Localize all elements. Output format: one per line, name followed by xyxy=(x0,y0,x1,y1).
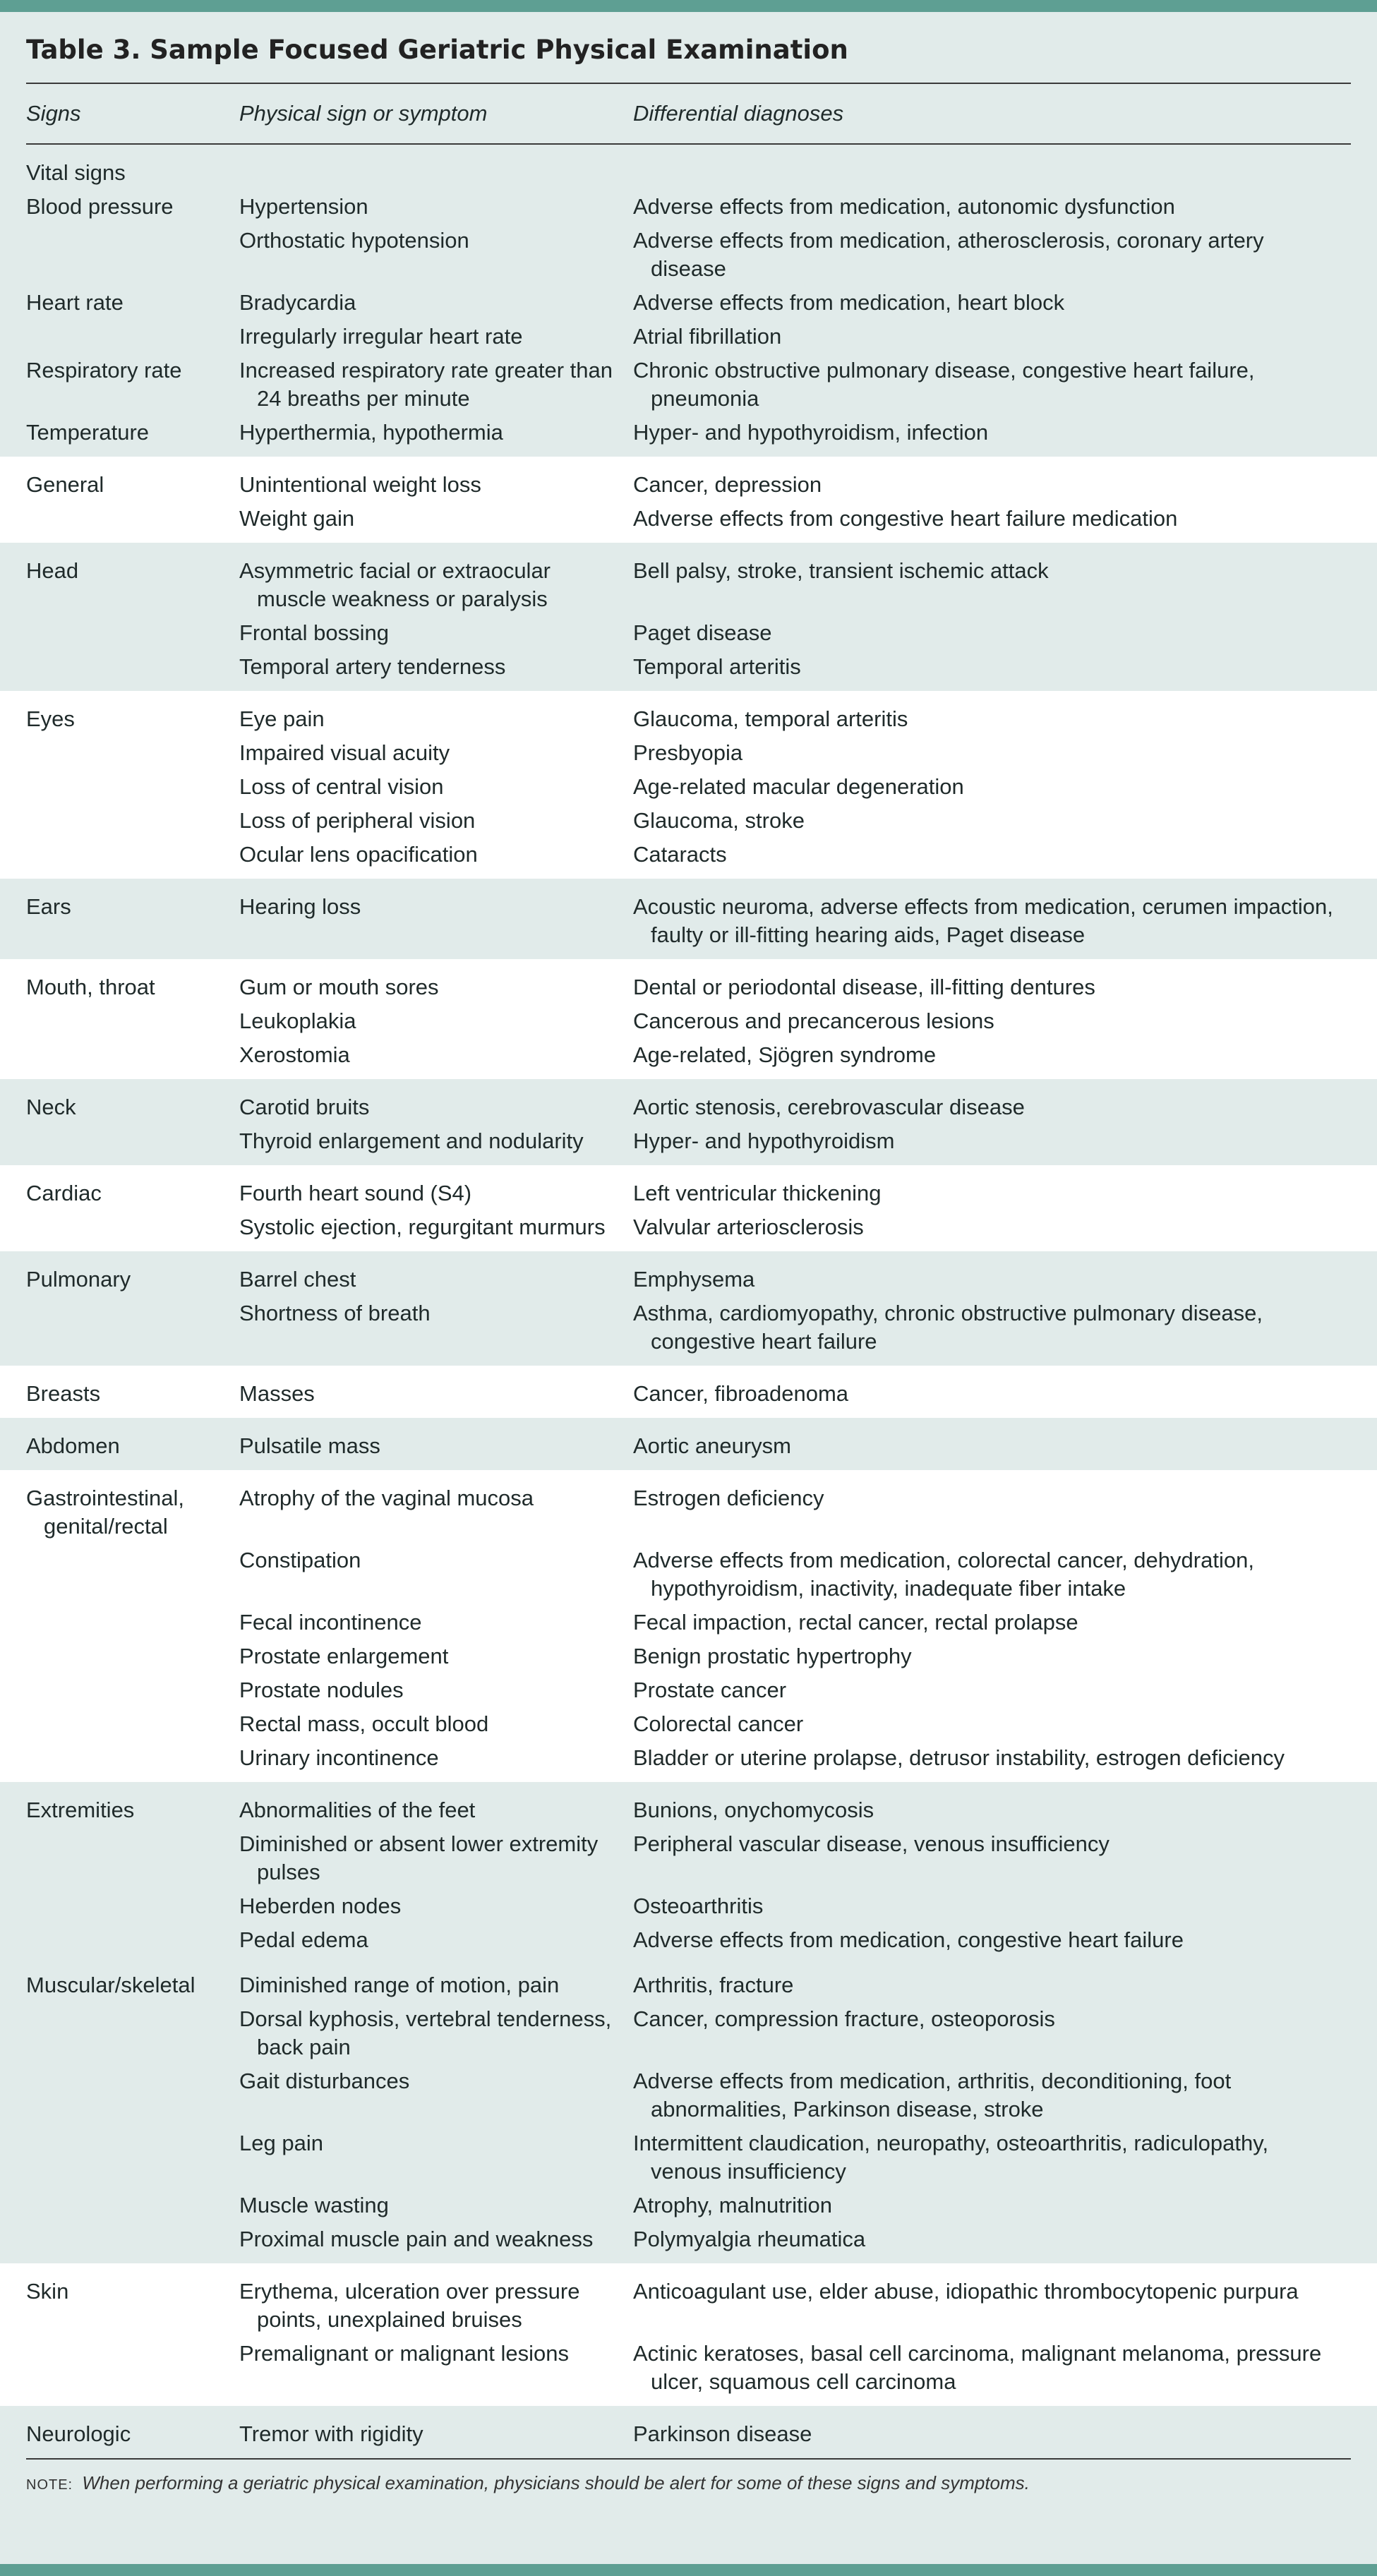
cell-diagnoses: Arthritis, fracture xyxy=(633,1973,794,1997)
cell-sign: Neurologic xyxy=(26,2421,131,2446)
cell-diagnoses: Polymyalgia rheumatica xyxy=(633,2227,866,2251)
table-row xyxy=(26,320,1351,354)
cell-symptom: Impaired visual acuity xyxy=(239,740,450,765)
table-row xyxy=(26,1038,1351,1072)
cell-symptom: Bradycardia xyxy=(239,290,356,315)
cell-symptom: Proximal muscle pain and weakness xyxy=(239,2227,594,2251)
cell-sign xyxy=(26,227,239,283)
cell-diagnoses: Aortic stenosis, cerebrovascular disease xyxy=(633,1095,1025,1119)
cell-diagnoses: Age-related, Sjögren syndrome xyxy=(633,1042,937,1067)
table-row xyxy=(26,2222,1351,2256)
cell-diagnoses: Anticoagulant use, elder abuse, idiopathic thrombocytopenic purpura xyxy=(633,2279,1299,2304)
cell-diagnoses: Temporal arteritis xyxy=(633,654,801,679)
cell-diagnoses: Cancer, fibroadenoma xyxy=(633,1381,849,1406)
note-label: NOTE: xyxy=(26,2477,73,2493)
cell-symptom: Gum or mouth sores xyxy=(239,975,439,999)
cell-sign xyxy=(26,1299,239,1356)
table-row xyxy=(26,804,1351,838)
table-row xyxy=(26,156,1351,190)
cell-diagnoses: Glaucoma, temporal arteritis xyxy=(633,706,908,731)
top-accent-bar xyxy=(0,0,1377,12)
table-row xyxy=(26,1639,1351,1673)
table-row xyxy=(26,1543,1351,1606)
cell-sign xyxy=(26,1127,239,1155)
cell-diagnoses xyxy=(633,159,1351,187)
table-row xyxy=(26,736,1351,770)
cell-symptom: Unintentional weight loss xyxy=(239,472,481,497)
cell-sign xyxy=(26,1007,239,1035)
cell-diagnoses: Adverse effects from medication, autonomic dysfunction xyxy=(633,194,1175,219)
table-row xyxy=(26,554,1351,616)
cell-sign: Neck xyxy=(26,1095,76,1119)
table-row xyxy=(26,1263,1351,1296)
cell-symptom: Masses xyxy=(239,1381,315,1406)
table-row xyxy=(26,468,1351,502)
column-header-row xyxy=(26,84,1351,145)
cell-diagnoses: Actinic keratoses, basal cell carcinoma, malignant melanoma, pressure ulcer, squamous cell carcinoma xyxy=(633,2341,1322,2394)
cell-sign xyxy=(26,2067,239,2124)
cell-sign: Skin xyxy=(26,2279,69,2304)
cell-diagnoses: Bell palsy, stroke, transient ischemic attack xyxy=(633,558,1049,583)
cell-diagnoses: Hyper- and hypothyroidism xyxy=(633,1128,895,1153)
table-row xyxy=(26,1429,1351,1463)
cell-sign xyxy=(26,1676,239,1704)
cell-symptom: Prostate enlargement xyxy=(239,1644,449,1668)
cell-sign: Extremities xyxy=(26,1798,135,1822)
table-body xyxy=(26,145,1351,2458)
cell-sign: Breasts xyxy=(26,1381,101,1406)
cell-diagnoses: Adverse effects from medication, arthritis, deconditioning, foot abnormalities, Parkinson disease, stroke xyxy=(633,2069,1232,2121)
cell-sign: Mouth, throat xyxy=(26,975,155,999)
cell-sign: Abdomen xyxy=(26,1433,120,1458)
cell-diagnoses: Dental or periodontal disease, ill-fitting dentures xyxy=(633,975,1095,999)
cell-diagnoses: Paget disease xyxy=(633,620,772,645)
cell-sign xyxy=(26,2225,239,2253)
table-row xyxy=(26,890,1351,952)
cell-diagnoses: Prostate cancer xyxy=(633,1678,787,1702)
cell-diagnoses: Valvular arteriosclerosis xyxy=(633,1215,864,1239)
cell-sign xyxy=(26,2129,239,2186)
cell-diagnoses: Cataracts xyxy=(633,842,727,867)
table-section xyxy=(0,1165,1377,1251)
table-section xyxy=(26,145,1351,457)
column-header-signs: Signs xyxy=(26,101,81,126)
cell-diagnoses: Left ventricular thickening xyxy=(633,1181,882,1205)
cell-diagnoses: Cancerous and precancerous lesions xyxy=(633,1009,994,1033)
cell-symptom: Pulsatile mass xyxy=(239,1433,380,1458)
cell-diagnoses: Bladder or uterine prolapse, detrusor instability, estrogen deficiency xyxy=(633,1745,1285,1770)
cell-symptom: Xerostomia xyxy=(239,1042,350,1067)
cell-diagnoses: Adverse effects from congestive heart failure medication xyxy=(633,506,1178,531)
cell-symptom: Barrel chest xyxy=(239,1267,356,1292)
table-row xyxy=(26,1377,1351,1411)
table-row xyxy=(26,2189,1351,2222)
cell-sign: Eyes xyxy=(26,706,75,731)
cell-symptom: Premalignant or malignant lesions xyxy=(239,2341,569,2366)
cell-diagnoses: Colorectal cancer xyxy=(633,1711,804,1736)
cell-diagnoses: Presbyopia xyxy=(633,740,743,765)
cell-sign: Muscular/skeletal xyxy=(26,1973,196,1997)
table-row xyxy=(26,1968,1351,2002)
table-section xyxy=(26,1782,1351,2263)
table-row xyxy=(26,1673,1351,1707)
table-row xyxy=(26,1606,1351,1639)
cell-symptom: Orthostatic hypotension xyxy=(239,228,469,253)
cell-diagnoses: Adverse effects from medication, heart block xyxy=(633,290,1065,315)
table-row xyxy=(26,416,1351,450)
table-section xyxy=(26,2406,1351,2458)
table-row xyxy=(26,1923,1351,1957)
table-section xyxy=(26,879,1351,959)
cell-symptom: Shortness of breath xyxy=(239,1301,431,1325)
cell-sign xyxy=(26,1041,239,1069)
table-row xyxy=(26,502,1351,536)
table-row xyxy=(26,2002,1351,2064)
cell-diagnoses: Atrophy, malnutrition xyxy=(633,2193,832,2217)
cell-symptom: Fecal incontinence xyxy=(239,1610,422,1635)
cell-sign: Pulmonary xyxy=(26,1267,131,1292)
cell-symptom: Pedal edema xyxy=(239,1927,368,1952)
cell-symptom: Frontal bossing xyxy=(239,620,389,645)
cell-sign xyxy=(26,1213,239,1241)
cell-diagnoses: Atrial fibrillation xyxy=(633,324,782,349)
table-row xyxy=(26,970,1351,1004)
cell-symptom: Diminished range of motion, pain xyxy=(239,1973,560,1997)
cell-symptom: Dorsal kyphosis, vertebral tenderness, back pain xyxy=(239,2006,612,2059)
table-row xyxy=(26,1004,1351,1038)
cell-diagnoses: Glaucoma, stroke xyxy=(633,808,805,833)
table-row xyxy=(26,1889,1351,1923)
cell-sign: Heart rate xyxy=(26,290,124,315)
cell-diagnoses: Adverse effects from medication, atherosclerosis, coronary artery disease xyxy=(633,228,1264,281)
cell-sign xyxy=(26,2340,239,2396)
cell-diagnoses: Aortic aneurysm xyxy=(633,1433,791,1458)
cell-symptom: Diminished or absent lower extremity pulses xyxy=(239,1831,599,1884)
table-row xyxy=(26,2275,1351,2337)
cell-diagnoses: Hyper- and hypothyroidism, infection xyxy=(633,420,989,445)
cell-sign xyxy=(26,739,239,767)
bottom-accent-bar xyxy=(0,2564,1377,2576)
cell-symptom: Irregularly irregular heart rate xyxy=(239,324,523,349)
cell-diagnoses: Chronic obstructive pulmonary disease, congestive heart failure, pneumonia xyxy=(633,358,1255,411)
cell-symptom: Carotid bruits xyxy=(239,1095,370,1119)
cell-symptom: Rectal mass, occult blood xyxy=(239,1711,489,1736)
cell-diagnoses: Acoustic neuroma, adverse effects from medication, cerumen impaction, faulty or ill-fitting hearing aids, Paget disease xyxy=(633,894,1333,947)
cell-diagnoses: Emphysema xyxy=(633,1267,755,1292)
cell-symptom: Tremor with rigidity xyxy=(239,2421,423,2446)
cell-sign xyxy=(26,1710,239,1738)
cell-sign: Temperature xyxy=(26,420,150,445)
cell-symptom: Increased respiratory rate greater than 24 breaths per minute xyxy=(239,358,613,411)
cell-diagnoses: Asthma, cardiomyopathy, chronic obstructive pulmonary disease, congestive heart failure xyxy=(633,1301,1263,1354)
cell-symptom: Erythema, ulceration over pressure points, unexplained bruises xyxy=(239,2279,580,2332)
cell-symptom: Atrophy of the vaginal mucosa xyxy=(239,1486,534,1510)
cell-diagnoses: Peripheral vascular disease, venous insufficiency xyxy=(633,1831,1110,1856)
cell-sign: Respiratory rate xyxy=(26,358,182,383)
cell-symptom: Thyroid enlargement and nodularity xyxy=(239,1128,584,1153)
cell-symptom: Eye pain xyxy=(239,706,325,731)
table-section xyxy=(0,1470,1377,1782)
table-row xyxy=(26,354,1351,416)
table-section xyxy=(26,1079,1351,1165)
column-header-symptom: Physical sign or symptom xyxy=(239,101,488,126)
cell-diagnoses: Adverse effects from medication, congestive heart failure xyxy=(633,1927,1184,1952)
table-row xyxy=(26,1793,1351,1827)
cell-symptom: Urinary incontinence xyxy=(239,1745,439,1770)
table-row xyxy=(26,650,1351,684)
cell-sign xyxy=(26,323,239,351)
cell-sign xyxy=(26,1546,239,1603)
table-row xyxy=(26,224,1351,286)
table-row xyxy=(26,2337,1351,2399)
table-section xyxy=(0,1366,1377,1418)
cell-sign xyxy=(26,619,239,647)
cell-sign: Gastrointestinal, genital/rectal xyxy=(26,1486,184,1539)
table-row xyxy=(26,702,1351,736)
table-title: Table 3. Sample Focused Geriatric Physical Examination xyxy=(26,12,1351,84)
table-row xyxy=(26,286,1351,320)
table-row xyxy=(26,838,1351,872)
table-section xyxy=(26,543,1351,691)
table-section xyxy=(26,1251,1351,1366)
table-row xyxy=(26,1296,1351,1359)
cell-sign xyxy=(26,1892,239,1920)
cell-diagnoses: Intermittent claudication, neuropathy, osteoarthritis, radiculopathy, venous insufficiency xyxy=(633,2131,1269,2184)
cell-symptom: Muscle wasting xyxy=(239,2193,389,2217)
cell-symptom: Loss of central vision xyxy=(239,774,444,799)
cell-symptom: Asymmetric facial or extraocular muscle weakness or paralysis xyxy=(239,558,551,611)
cell-sign xyxy=(26,653,239,681)
cell-diagnoses: Cancer, depression xyxy=(633,472,822,497)
cell-sign: Blood pressure xyxy=(26,194,174,219)
cell-sign xyxy=(26,1926,239,1954)
table-row xyxy=(26,1707,1351,1741)
cell-symptom: Fourth heart sound (S4) xyxy=(239,1181,472,1205)
cell-sign xyxy=(26,807,239,835)
table-section xyxy=(0,2263,1377,2406)
table-row xyxy=(26,190,1351,224)
cell-symptom: Weight gain xyxy=(239,506,355,531)
table-row xyxy=(26,2417,1351,2451)
cell-sign: Cardiac xyxy=(26,1181,102,1205)
table-row xyxy=(26,2126,1351,2189)
cell-symptom: Temporal artery tenderness xyxy=(239,654,506,679)
table-row xyxy=(26,770,1351,804)
cell-sign xyxy=(26,1830,239,1886)
cell-sign: Head xyxy=(26,558,79,583)
cell-symptom: Gait disturbances xyxy=(239,2069,410,2093)
cell-diagnoses: Osteoarthritis xyxy=(633,1894,764,1918)
table-section xyxy=(0,959,1377,1079)
cell-sign xyxy=(26,773,239,801)
cell-sign: General xyxy=(26,472,104,497)
cell-symptom: Systolic ejection, regurgitant murmurs xyxy=(239,1215,606,1239)
cell-diagnoses: Benign prostatic hypertrophy xyxy=(633,1644,912,1668)
column-header-diagnoses: Differential diagnoses xyxy=(633,101,844,126)
cell-diagnoses: Fecal impaction, rectal cancer, rectal prolapse xyxy=(633,1610,1078,1635)
table-container xyxy=(26,12,1351,2494)
table-row xyxy=(26,1827,1351,1889)
table-section xyxy=(0,691,1377,879)
cell-symptom: Leg pain xyxy=(239,2131,323,2155)
table-row xyxy=(26,1090,1351,1124)
cell-symptom: Leukoplakia xyxy=(239,1009,356,1033)
cell-sign xyxy=(26,1608,239,1637)
cell-symptom: Prostate nodules xyxy=(239,1678,404,1702)
cell-sign xyxy=(26,1744,239,1772)
table-row xyxy=(26,1176,1351,1210)
cell-sign xyxy=(26,1642,239,1671)
table-row xyxy=(26,1124,1351,1158)
table-section xyxy=(0,457,1377,543)
cell-sign: Vital signs xyxy=(26,160,126,185)
cell-diagnoses: Parkinson disease xyxy=(633,2421,812,2446)
table-note xyxy=(26,2458,1351,2494)
cell-diagnoses: Cancer, compression fracture, osteoporosis xyxy=(633,2006,1055,2031)
cell-symptom: Hearing loss xyxy=(239,894,361,919)
cell-symptom: Hyperthermia, hypothermia xyxy=(239,420,503,445)
table-row xyxy=(26,1481,1351,1543)
table-row xyxy=(26,616,1351,650)
table-row xyxy=(26,2064,1351,2126)
cell-sign: Ears xyxy=(26,894,71,919)
cell-diagnoses: Age-related macular degeneration xyxy=(633,774,964,799)
cell-sign xyxy=(26,2191,239,2220)
table-section xyxy=(26,1418,1351,1470)
cell-symptom: Ocular lens opacification xyxy=(239,842,478,867)
cell-symptom: Constipation xyxy=(239,1548,361,1572)
cell-symptom: Abnormalities of the feet xyxy=(239,1798,476,1822)
cell-symptom: Loss of peripheral vision xyxy=(239,808,476,833)
cell-symptom: Heberden nodes xyxy=(239,1894,402,1918)
cell-diagnoses: Estrogen deficiency xyxy=(633,1486,824,1510)
cell-sign xyxy=(26,2005,239,2062)
cell-diagnoses: Adverse effects from medication, colorectal cancer, dehydration, hypothyroidism, inactivity, inadequate fiber intake xyxy=(633,1548,1254,1601)
note-text: When performing a geriatric physical examination, physicians should be alert for some of these signs and symptoms. xyxy=(82,2472,1030,2493)
cell-sign xyxy=(26,505,239,533)
cell-symptom: Hypertension xyxy=(239,194,368,219)
cell-diagnoses: Bunions, onychomycosis xyxy=(633,1798,874,1822)
cell-symptom xyxy=(239,159,633,187)
cell-sign xyxy=(26,841,239,869)
table-row xyxy=(26,1210,1351,1244)
table-row xyxy=(26,1741,1351,1775)
